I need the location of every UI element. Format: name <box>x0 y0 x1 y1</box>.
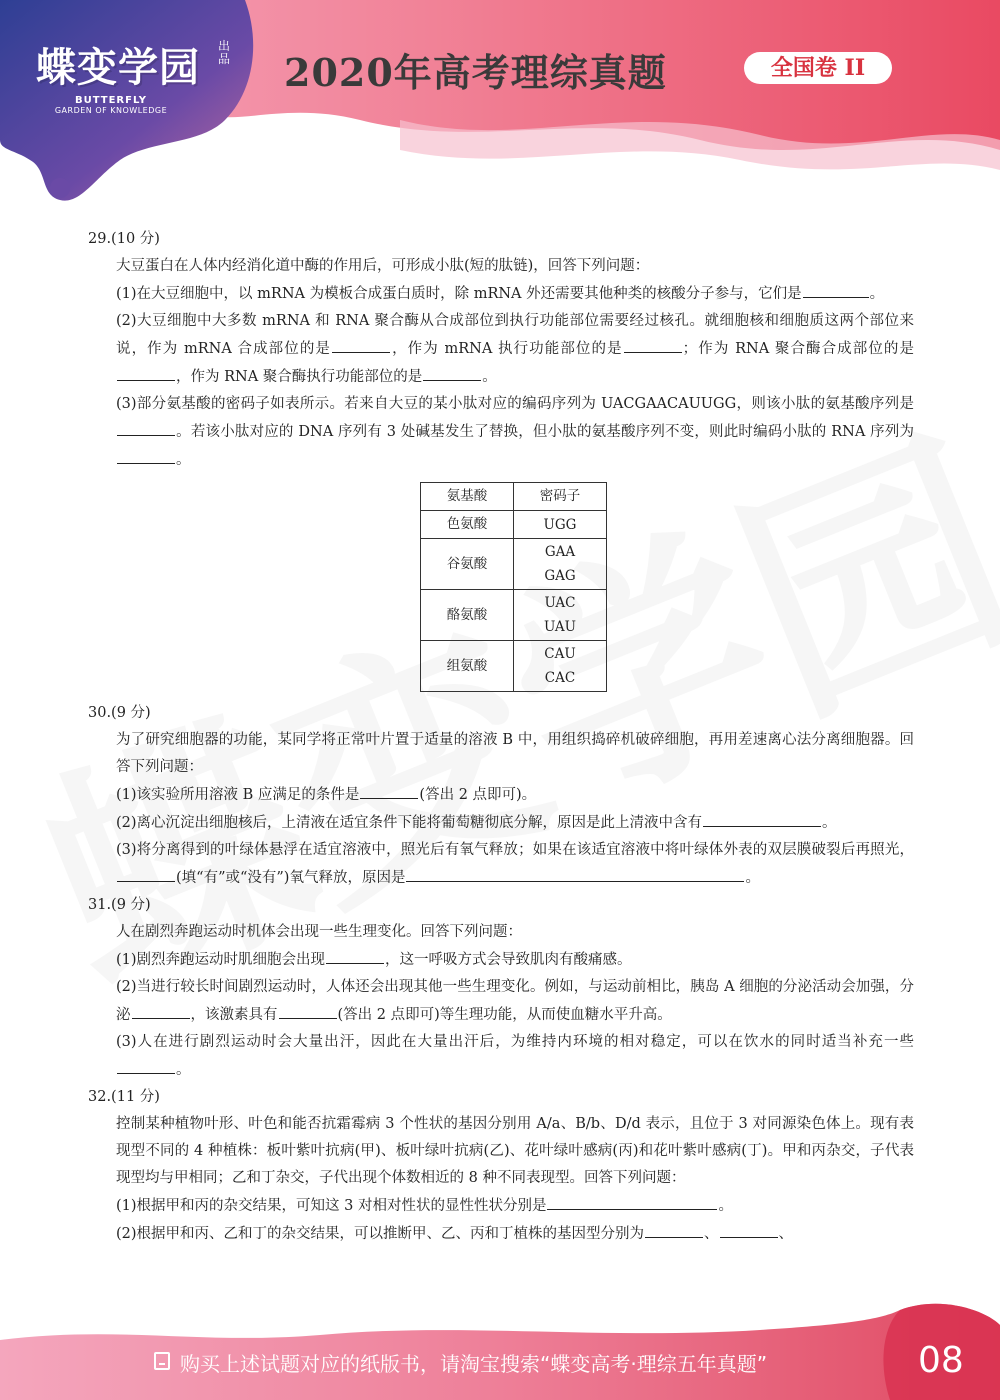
brand-logo <box>36 36 246 115</box>
page-number: 08 <box>918 1340 964 1381</box>
question-29-part-3: (3)部分氨基酸的密码子如表所示。若来自大豆的某小肽对应的编码序列为 UACGAACAUUGG，则该小肽的氨基酸序列是。若该小肽对应的 DNA 序列有 3 处碱基发生了替换，但小肽的氨基酸序列不变，则此时编码小肽的 RNA 序列为。 <box>116 396 914 468</box>
question-32-number: 32.(11 分) <box>88 1089 160 1105</box>
codon-cell: GAA GAG <box>514 539 607 590</box>
table-row <box>421 539 607 590</box>
codon-table <box>420 482 607 692</box>
question-31-part-1: (1)剧烈奔跑运动时肌细胞会出现 ，这一呼吸方式会导致肌肉有酸痛感。 <box>116 946 914 974</box>
answer-blank[interactable] <box>279 1001 337 1019</box>
question-30-part-3: (3)将分离得到的叶绿体悬浮在适宜溶液中，照光后有氧气释放；如果在该适宜溶液中将叶绿体外表的双层膜破裂后再照光，(填“有”或“没有”)氧气释放，原因是 。 <box>116 842 914 886</box>
answer-blank[interactable] <box>703 809 821 827</box>
logo-sub: 出品 <box>218 39 231 66</box>
amino-acid-cell: 组氨酸 <box>421 641 514 692</box>
answer-blank[interactable] <box>360 781 418 799</box>
question-31-intro: 人在剧烈奔跑运动时机体会出现一些生理变化。回答下列问题： <box>116 924 522 940</box>
question-31-part-2: (2)当进行较长时间剧烈运动时，人体还会出现其他一些生理变化。例如，与运动前相比，胰岛 A 细胞的分泌活动会加强，分泌 ，该激素具有 (答出 2 点即可)等生理功能，从而使血糖水平升高。 <box>116 979 914 1023</box>
logo-english-1: BUTTERFLY <box>74 95 148 106</box>
answer-blank[interactable] <box>547 1192 717 1210</box>
codon-cell: UAC UAU <box>514 590 607 641</box>
question-31-number: 31.(9 分) <box>88 897 151 913</box>
answer-blank[interactable] <box>117 418 175 436</box>
question-29-part-2: (2)大豆细胞中大多数 mRNA 和 RNA 聚合酶从合成部位到执行功能部位需要经过核孔。就细胞核和细胞质这两个部位来说，作为 mRNA 合成部位的是 ，作为 mRNA 执行功能部位的是 ；作为 RNA 聚合酶合成部位的是，作为 RNA 聚合酶执行功能部位的是 。 <box>116 313 915 385</box>
question-32-part-1: (1)根据甲和丙的杂交结果，可知这 3 对相对性状的显性性状分别是 。 <box>116 1192 914 1220</box>
question-30-number: 30.(9 分) <box>88 705 151 721</box>
codon-cell: CAU CAC <box>514 641 607 692</box>
answer-blank[interactable] <box>332 335 390 353</box>
codon-cell: UGG <box>514 511 607 539</box>
amino-acid-cell: 色氨酸 <box>421 511 514 539</box>
amino-acid-cell: 谷氨酸 <box>421 539 514 590</box>
page-footer <box>0 1300 1000 1400</box>
answer-blank[interactable] <box>406 864 744 882</box>
table-row <box>421 511 607 539</box>
question-29-part-1: (1)在大豆细胞中，以 mRNA 为模板合成蛋白质时，除 mRNA 外还需要其他种类的核酸分子参与，它们是 。 <box>116 280 914 308</box>
footer-promo-text: 购买上述试题对应的纸版书，请淘宝搜索“蝶变高考·理综五年真题” <box>180 1352 768 1376</box>
table-header: 密码子 <box>514 483 607 511</box>
question-31-part-3: (3)人在进行剧烈运动时会大量出汗，因此在大量出汗后，为维持内环境的相对稳定，可以在饮水的同时适当补充一些。 <box>116 1034 914 1078</box>
exam-badge: 全国卷 II <box>744 52 892 84</box>
question-30-intro: 为了研究细胞器的功能，某同学将正常叶片置于适量的溶液 B 中，用组织捣碎机破碎细胞，再用差速离心法分离细胞器。回答下列问题： <box>116 732 914 775</box>
answer-blank[interactable] <box>624 335 682 353</box>
page-header <box>0 0 1000 210</box>
table-row <box>421 590 607 641</box>
answer-blank[interactable] <box>117 864 175 882</box>
answer-blank[interactable] <box>326 946 384 964</box>
answer-blank[interactable] <box>117 363 175 381</box>
table-row <box>421 641 607 692</box>
answer-blank[interactable] <box>645 1220 703 1238</box>
question-29-intro: 大豆蛋白在人体内经消化道中酶的作用后，可形成小肽(短的肽链)，回答下列问题： <box>116 258 650 274</box>
table-header: 氨基酸 <box>421 483 514 511</box>
logo-text: 蝶变学园 <box>36 45 200 91</box>
question-32-part-2: (2)根据甲和丙、乙和丁的杂交结果，可以推断甲、乙、丙和丁植株的基因型分别为 、 、 <box>116 1220 914 1248</box>
amino-acid-cell: 酪氨酸 <box>421 590 514 641</box>
book-icon <box>154 1352 170 1370</box>
page-content <box>88 226 914 1248</box>
question-30-part-1: (1)该实验所用溶液 B 应满足的条件是 (答出 2 点即可)。 <box>116 781 914 809</box>
answer-blank[interactable] <box>132 1001 190 1019</box>
answer-blank[interactable] <box>423 363 481 381</box>
question-30-part-2: (2)离心沉淀出细胞核后，上清液在适宜条件下能将葡萄糖彻底分解，原因是此上清液中含有 。 <box>116 809 914 837</box>
answer-blank[interactable] <box>803 280 869 298</box>
answer-blank[interactable] <box>117 446 175 464</box>
question-32-intro: 控制某种植物叶形、叶色和能否抗霜霉病 3 个性状的基因分别用 A/a、B/b、D/d 表示，且位于 3 对同源染色体上。现有表现型不同的 4 种植株：板叶紫叶抗病(甲)、板叶绿叶抗病(乙)、花叶绿叶感病(丙)和花叶紫叶感病(丁)。甲和丙杂交，子代表现型均与甲相同；乙和丁杂交，子代出现个体数相近的 8 种不同表现型。回答下列问题： <box>116 1116 914 1186</box>
page-title: 2020年高考理综真题 <box>284 50 667 95</box>
logo-english-2: GARDEN OF KNOWLEDGE <box>54 106 168 115</box>
answer-blank[interactable] <box>720 1220 778 1238</box>
table-header-row <box>421 483 607 511</box>
question-29-number: 29.(10 分) <box>88 231 160 247</box>
answer-blank[interactable] <box>117 1056 175 1074</box>
